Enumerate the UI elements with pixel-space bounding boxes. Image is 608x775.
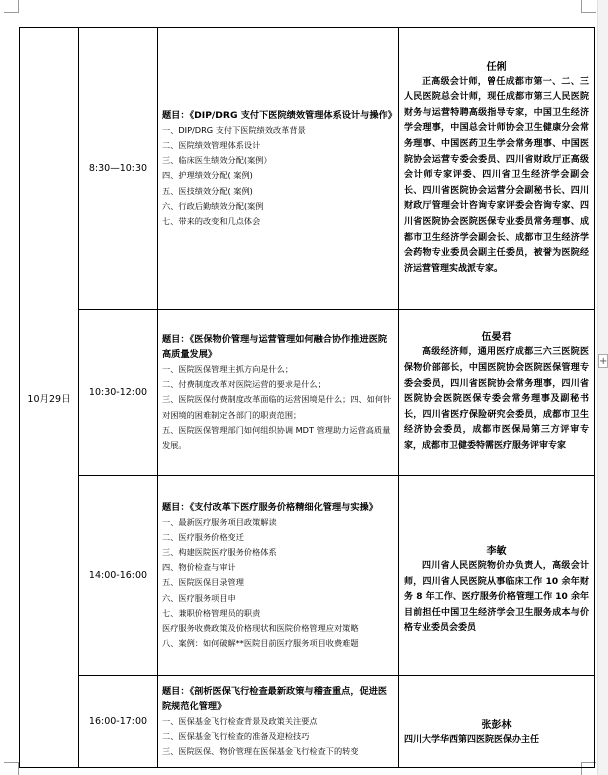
table-row: [20, 476, 595, 676]
table-row: [20, 28, 595, 310]
topic-title: 题目：《支付改革下医疗服务价格精细化管理与实操》: [162, 501, 378, 513]
topic-item: 五、医院医保管理部门如何组织协调 MDT 管理助力运营高质量发展。: [162, 424, 391, 450]
speaker-name: 伍晏君: [481, 332, 512, 344]
topic-item: 六、医疗服务项目申: [162, 592, 236, 603]
topic-item: 一、DIP/DRG 支付下医院绩效改革背景: [162, 124, 306, 135]
time-cell: 8:30—10:30: [79, 28, 158, 310]
time-cell: 16:00-17:00: [79, 676, 158, 768]
topic-item: 七、兼职价格管理员的职责: [162, 607, 261, 618]
topic-item: 八、案例：如何破解**医院目前医疗服务项目收费难题: [162, 638, 359, 649]
table-row: [20, 310, 595, 476]
time-cell: 10:30-12:00: [79, 310, 158, 476]
topic-item: 五、医院医保目录管理: [162, 577, 244, 588]
topic-title: 题目：《剖析医保飞行检查最新政策与稽查重点，促进医院规范化管理》: [162, 685, 388, 712]
table-row: [20, 676, 595, 768]
topic-item: 一、医保基金飞行检查背景及政策关注要点: [162, 715, 318, 726]
topic-cell: [158, 476, 399, 676]
speaker-cell: [399, 476, 595, 676]
date-cell: 10月29日: [20, 28, 79, 768]
topic-item: 三、构建医院医疗服务价格体系: [162, 546, 277, 557]
speaker-bio: 高级经济师，通用医疗成都三六三医院医保物价部部长，中国医院协会医院医保管理专委会委员，四川省医院协会常务理事，四川省医院协会医院医保专委会常务理事及副秘书长，四川省医疗保险研究会委员，成都市卫生经济协会委员，成都市医保局第三方评审专家，成都市卫健委特需医疗服务评审专家: [404, 347, 589, 451]
topic-cell: [158, 676, 399, 768]
topic-item: 二、付费制度改革对医院运营的要求是什么；: [162, 379, 326, 390]
expand-plus-button[interactable]: +: [599, 356, 608, 367]
page-corner-mark-top-right: [581, 0, 596, 13]
topic-item: 二、医院绩效管理体系设计: [162, 139, 261, 150]
topic-item: 二、医保基金飞行检查的准备及迎检技巧: [162, 730, 310, 741]
page-corner-mark-top-left: [4, 0, 19, 13]
topic-item: 七、带来的改变和几点体会: [162, 216, 261, 226]
time-cell: 14:00-16:00: [79, 476, 158, 676]
speaker-name: 任俐: [486, 61, 507, 73]
speaker-name: 张彭林: [481, 720, 512, 732]
speaker-cell: [399, 676, 595, 768]
topic-cell: [158, 310, 399, 476]
topic-item: 四、物价检查与审计: [162, 562, 236, 573]
speaker-bio: 正高级会计师，曾任成都市第一、二、三人民医院总会计师，现任成都市第三人民医院财务与运营特聘高级指导专家，中国卫生经济学会理事，中国总会计师协会卫生健康分会常务理事、中国医药卫生学会常务理事、中国医院协会运营专委会委员、四川省财政厅正高级会计师专家评委、四川省卫生经济学会副会长、四川省医院协会运营分会副秘书长、四川财政厅管理会计咨询专家评委会咨询专家、四川省医院协会医院医保专业委员常务理事、成都市卫生经济学会副会长、成都市卫生经济学会药物专业委员会副主任委员，被誉为医院经济运营管理实战派专家。: [404, 76, 589, 274]
page-corner-mark-bottom-left: [4, 762, 19, 775]
topic-item: 医疗服务收费政策及价格现状和医院价格管理应对策略: [162, 623, 359, 633]
topic-title: 题目：《医保物价管理与运营管理如何融合协作推进医院高质量发展》: [162, 333, 388, 360]
speaker-name: 李敏: [486, 546, 507, 558]
schedule-table: [19, 27, 595, 768]
topic-item: 一、医院医保管理主抓方向是什么；: [162, 363, 294, 374]
topic-item: 四、护理绩效分配( 案例): [162, 170, 253, 181]
topic-item: 六、行政后勤绩效分配(案例: [162, 200, 264, 211]
speaker-cell: [399, 310, 595, 476]
speaker-cell: [399, 28, 595, 310]
speaker-bio: 四川大学华西第四医院医保办主任: [404, 735, 540, 746]
vertical-scrollbar[interactable]: [597, 0, 608, 775]
topic-item: 三、医院医保、物价管理在医保基金飞行检查下的转变: [162, 746, 359, 757]
topic-item: 三、临床医生绩效分配(案例）: [162, 155, 272, 166]
topic-item: 三、医院医保付费制度改革面临的运营困境是什么；四、如何针对困境的困难制定各部门的职责范围；: [162, 394, 392, 420]
topic-item: 二、医疗服务价格变迁: [162, 531, 244, 542]
topic-item: 五、医技绩效分配( 案例): [162, 185, 253, 196]
speaker-bio: 四川省人民医院物价办负责人，高级会计师，四川省人民医院从事临床工作 10 余年财务 8 年工作、医疗服务价格管理工作 10 余年目前担任中国卫生经济学会卫生服务成本与价格专业委员会委员: [404, 561, 589, 634]
topic-title: 题目：《DIP/DRG 支付下医院绩效管理体系设计与操作》: [162, 109, 397, 121]
topic-cell: [158, 28, 399, 310]
topic-item: 一、最新医疗服务项目政策解读: [162, 516, 277, 527]
